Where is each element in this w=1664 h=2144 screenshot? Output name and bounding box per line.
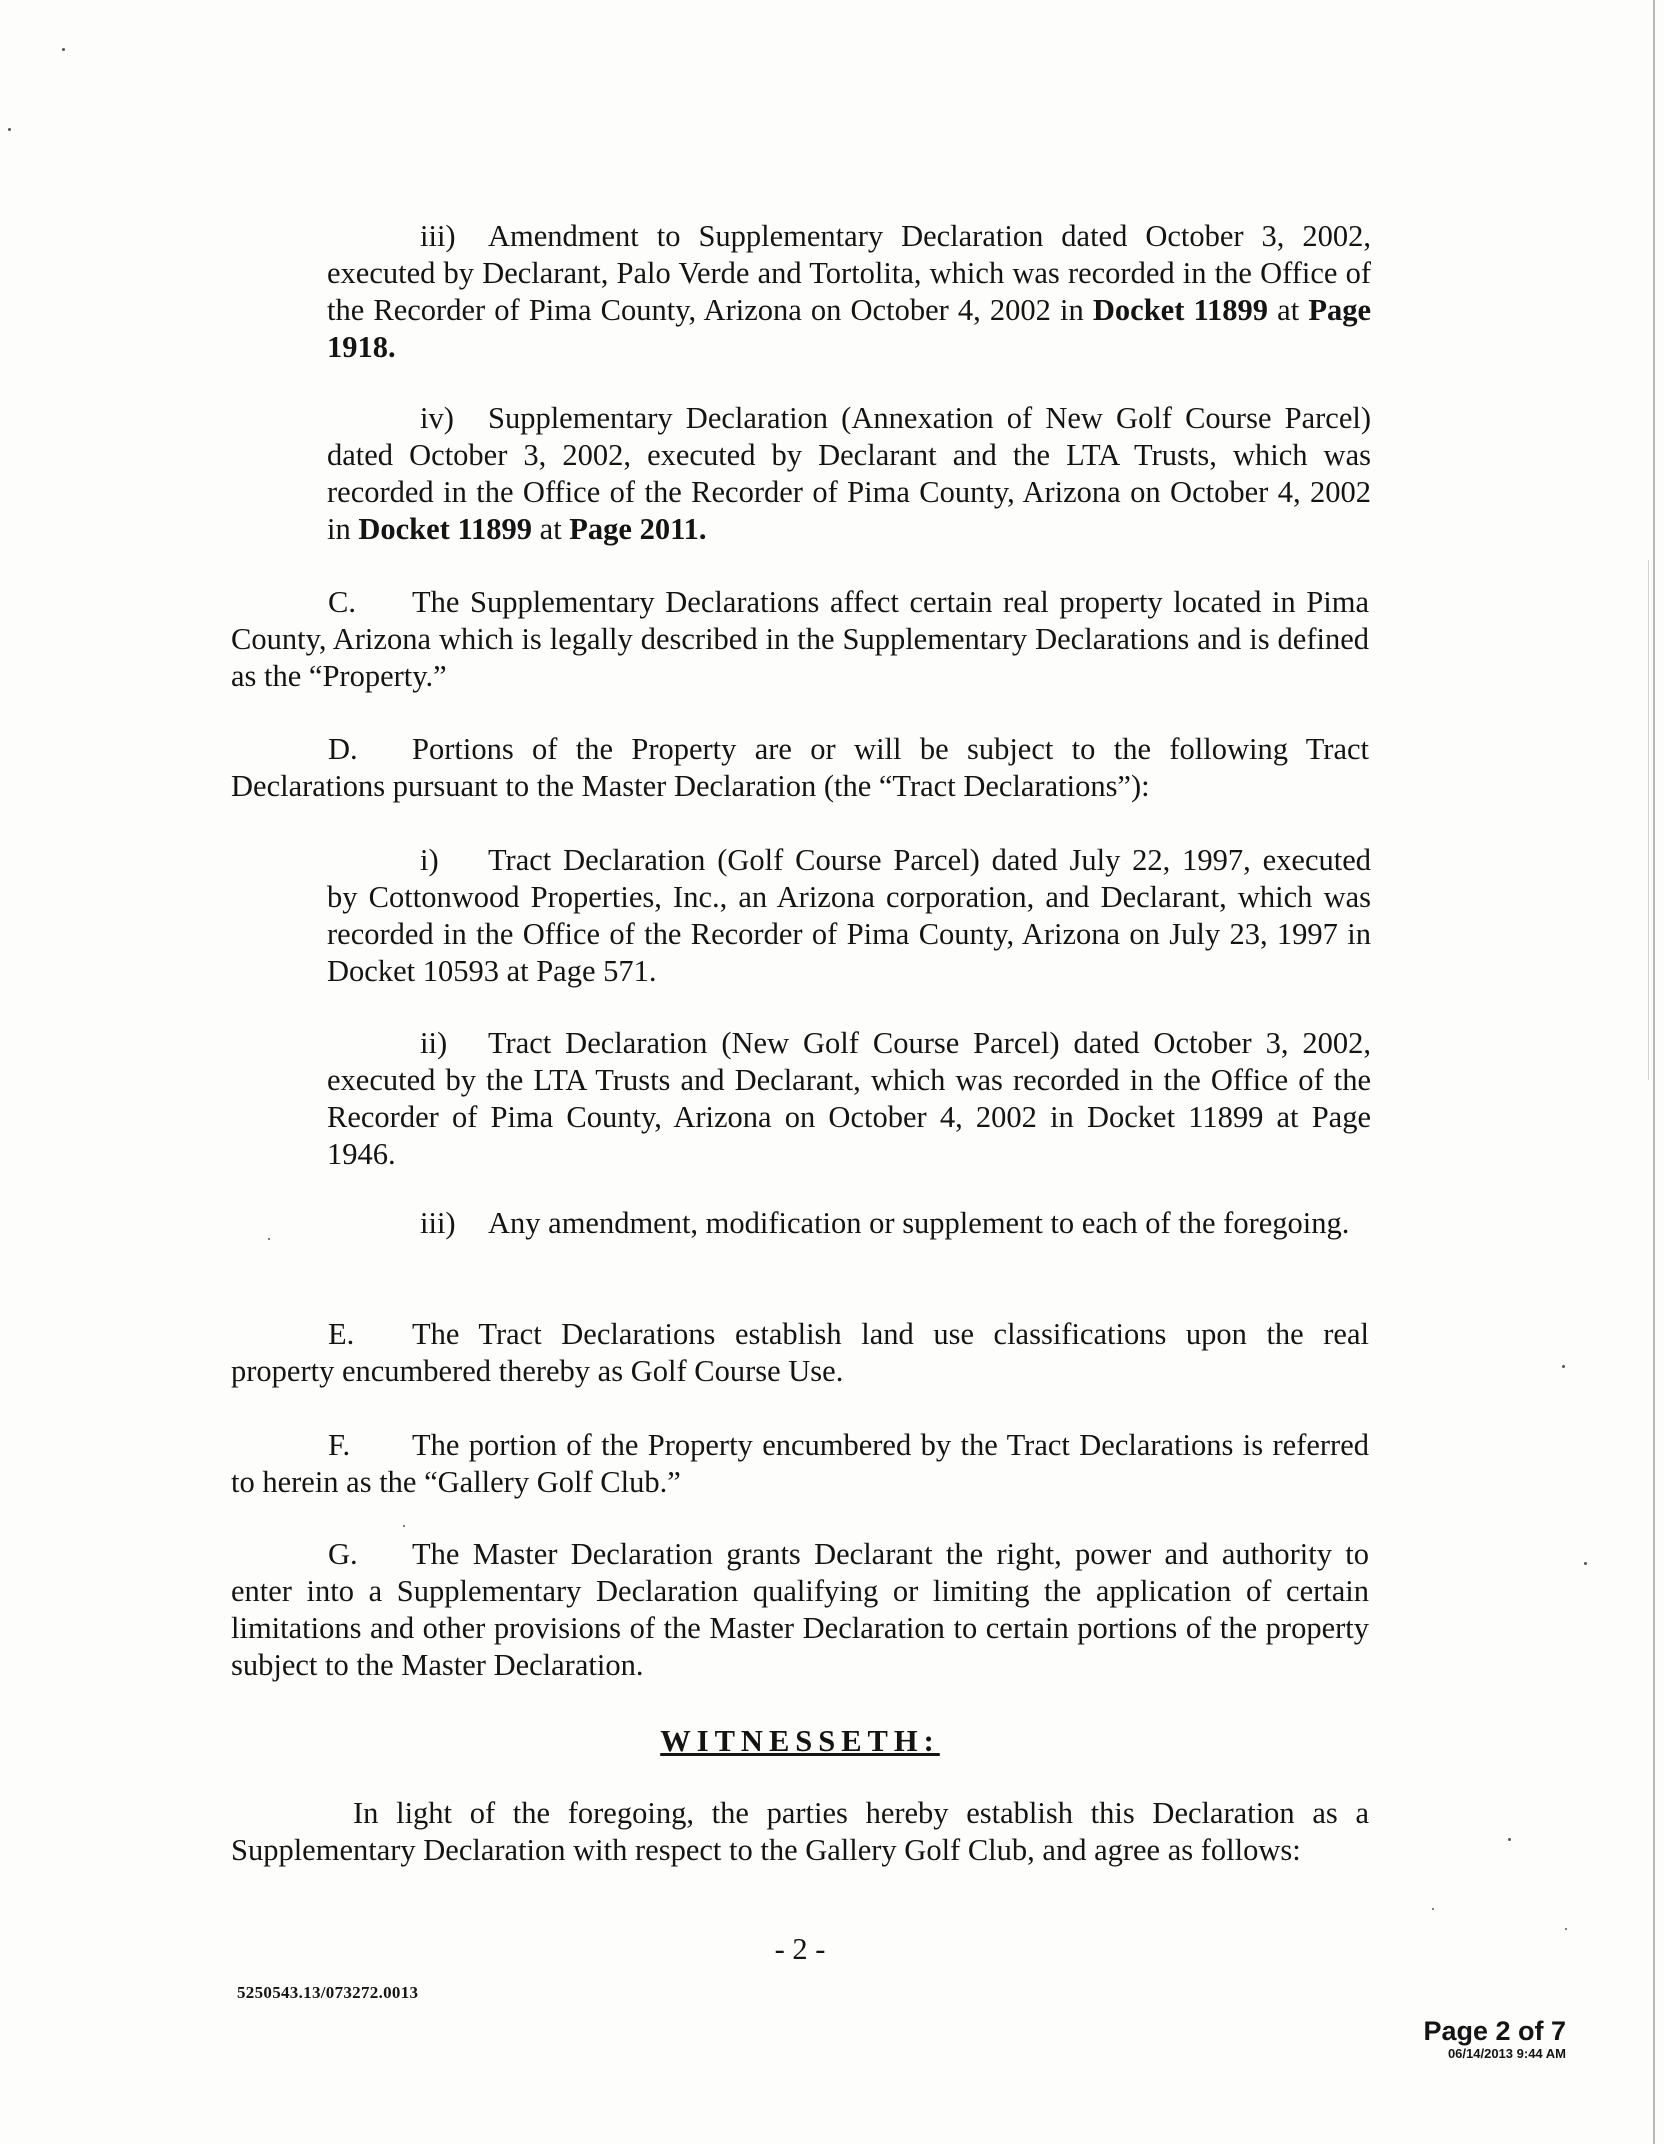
paragraph-g-master-declaration [231,1536,1369,1684]
scan-speck [62,48,65,51]
paragraph-iv-supplementary-declaration [327,400,1371,548]
paragraph-iii-any-amendment [327,1205,1371,1242]
paragraph-closing [231,1795,1369,1869]
bold-reference: Docket 11899 [358,512,533,546]
paragraph-text: Amendment to Supplementary Declaration dated October 3, 2002, executed by Declarant, Palo Verde and Tortolita, which was recorded in the Office of the Recorder of Pima County, Arizona on October 4, 2002 in [327,219,1371,327]
scan-speck [268,1238,270,1240]
paragraph-ii-new-golf-course-parcel [327,1025,1371,1173]
witnesseth-text: WITNESSETH: [660,1724,940,1758]
recorder-stamp [1423,2016,1566,2062]
paragraph-text: at [532,512,570,546]
paragraph-text: The Tract Declarations establish land use classifications upon the real property encumbered thereby as Golf Course Use. [231,1317,1369,1388]
paragraph-text: Tract Declaration (Golf Course Parcel) dated July 22, 1997, executed by Cottonwood Properties, Inc., an Arizona corporation, and Declarant, which was recorded in the Office of the Recorder of Pima County, Arizona on July 23, 1997 in Docket 10593 at Page 571. [327,843,1371,988]
scan-speck [1432,1908,1434,1910]
bold-reference: Docket 11899 [1092,293,1269,327]
paragraph-text: Tract Declaration (New Golf Course Parcel) dated October 3, 2002, executed by the LTA Trusts and Declarant, which was recorded in the Office of the Recorder of Pima County, Arizona on October 4, 2002 in Docket 11899 at Page 1946. [327,1026,1371,1171]
paragraph-marker: ii) [420,1026,448,1060]
paragraph-c-supplementary-declarations [231,584,1369,695]
paragraph-marker: C. [328,585,356,619]
paragraph-text: Any amendment, modification or supplement to each of the foregoing. [488,1206,1350,1240]
scan-speck [403,1525,405,1527]
bold-reference: Page 1918. [327,293,1371,364]
paragraph-text: at [1268,293,1309,327]
paragraph-marker: E. [328,1317,355,1351]
paragraph-text: Portions of the Property are or will be subject to the following Tract Declarations pursuant to the Master Declaration (the “Tract Declarations”): [231,732,1369,803]
paragraph-d-tract-declarations [231,731,1369,805]
scan-speck [1562,1365,1565,1368]
paragraph-i-golf-course-parcel [327,842,1371,990]
closing-text: In light of the foregoing, the parties hereby establish this Declaration as a Supplementary Declaration with respect to the Gallery Golf Club, and agree as follows: [231,1796,1369,1867]
paragraph-marker: iv) [420,401,454,435]
paragraph-text: The Supplementary Declarations affect certain real property located in Pima County, Arizona which is legally described in the Supplementary Declarations and is defined as the “Property.” [231,585,1369,693]
page-number: - 2 - [774,1932,826,1966]
paragraph-marker: i) [420,843,439,877]
paragraph-marker: D. [328,732,358,766]
paragraph-marker: F. [328,1428,351,1462]
witnesseth-heading [231,1723,1369,1760]
scan-speck [1508,1838,1511,1841]
paragraph-marker: iii) [420,1206,456,1240]
scan-speck [1584,1562,1587,1565]
bold-reference: Page 2011. [569,512,707,546]
stamp-datetime: 06/14/2013 9:44 AM [1447,2046,1566,2061]
paragraph-text: Supplementary Declaration (Annexation of New Golf Course Parcel) dated October 3, 2002, executed by Declarant and the LTA Trusts, which was recorded in the Office of the Recorder of Pima County, Arizona on October 4, 2002 in [327,401,1371,546]
paragraph-iii-amendment [327,218,1371,366]
paragraph-f-gallery-golf-club [231,1427,1369,1501]
paragraph-text: The Master Declaration grants Declarant the right, power and authority to enter into a Supplementary Declaration qualifying or limiting the application of certain limitations and other provisions of the Master Declaration to certain portions of the property subject to the Master Declaration. [231,1537,1369,1682]
paragraph-marker: G. [328,1537,358,1571]
scan-edge-line-faint [1648,560,1649,1080]
paragraph-marker: iii) [420,219,456,253]
stamp-page-count: Page 2 of 7 [1423,2016,1566,2046]
scan-speck [8,128,11,131]
paragraph-text: The portion of the Property encumbered by the Tract Declarations is referred to herein as the “Gallery Golf Club.” [231,1428,1369,1499]
document-id: 5250543.13/073272.0013 [237,1983,419,2002]
scan-edge-line [1653,0,1655,2144]
scan-speck [1565,1928,1567,1930]
paragraph-e-land-use [231,1316,1369,1390]
